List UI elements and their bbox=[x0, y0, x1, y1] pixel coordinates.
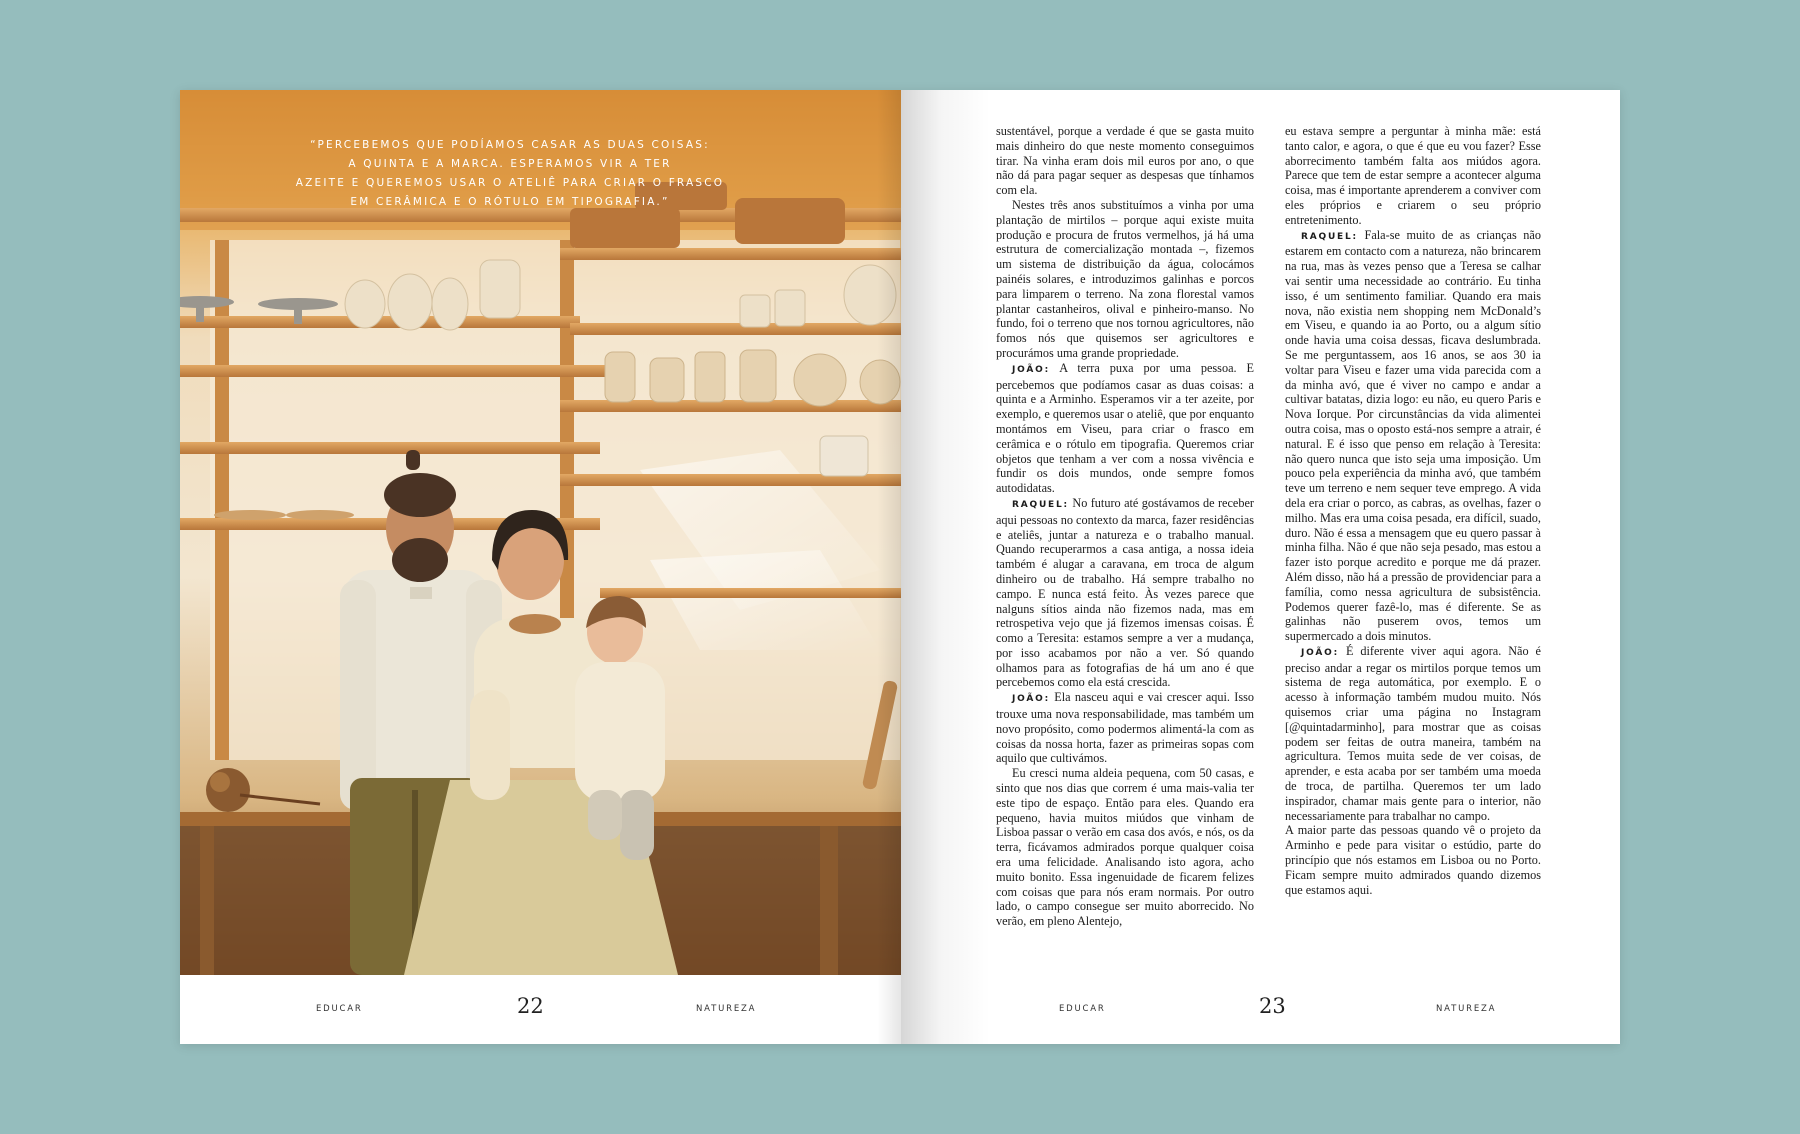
footer-category-label: NATUREZA bbox=[1436, 1004, 1497, 1014]
footer-section-label: EDUCAR bbox=[316, 1004, 363, 1014]
pull-quote: “PERCEBEMOS QUE PODÍAMOS CASAR AS DUAS COISAS: A QUINTA E A MARCA. ESPERAMOS VIR A TER AZEITE E QUEREMOS USAR O ATELIÊ PARA CRIAR O FRASCO EM CERÂMICA E O RÓTULO EM TIPOGRAFIA.” bbox=[295, 139, 725, 208]
speaker-label: JOÃO: bbox=[1012, 694, 1050, 705]
paragraph: sustentável, porque a verdade é que se gasta muito mais dinheiro do que neste momento conseguimos tirar. Na vinha eram dois mil euros por ano, o que não dá para pagar sequer as despesas que tínhamos com ela. bbox=[996, 124, 1254, 198]
pottery-studio-illustration bbox=[180, 90, 901, 975]
paragraph: RAQUEL: Fala-se muito de as crianças não estarem em contacto com a natureza, não brincarem na rua, mas às vezes penso que a Teresa se calhar vai sentir uma necessidade ao contrário. Eu tinha isso, é um sentimento familiar. Quando era mais nova, não existia nem shopping nem McDonald’s em Viseu, e quando ia ao Porto, ou a algum sítio onde havia uma coisa dessas, ficava deslumbrada. Se me perguntassem, aos 16 anos, se aos 30 ia voltar para Viseu e fazer uma vida parecida com a da minha avó, que é viver no campo e andar a cultivar batatas, dizia logo: eu não, eu quero Paris e Nova Iorque. Por circunstâncias da vida alimentei outra coisa, mas o oposto está-nos sempre a atrair, é natural. E é isso que penso em relação à Teresita: não quero nunca que isto seja uma imposição. Um pouco pela experiência da minha avó, que também teve um terreno e nem sequer teve emprego. A vida dela era criar o porco, as cabras, as ovelhas, fazer o milho. Mas era uma coisa pesada, era difícil, suado, duro. Não é essa a mensagem que eu quero passar à minha filha. Não é que não seja pesado, mas estou a fazer isto porque acredito e porque me dá prazer. Além disso, não há a pressão de providenciar para a família, como nessa agricultura de subsistência. Podemos querer fazê-lo, mas é diferente. Se as galinhas não puserem ovos, temos um supermercado a dois minutos. bbox=[1285, 227, 1541, 644]
right-page-gutter-shade bbox=[901, 90, 991, 1044]
paragraph: A maior parte das pessoas quando vê o projeto da Arminho e pede para visitar o estúdio, parte do princípio que nós estamos em Lisboa ou no Porto. Ficam sempre muito admirados quando dizemos que estamos aqui. bbox=[1285, 823, 1541, 897]
speaker-label: RAQUEL: bbox=[1301, 231, 1358, 242]
footer-category-label: NATUREZA bbox=[696, 1004, 757, 1014]
left-page bbox=[180, 90, 901, 1044]
paragraph: JOÃO: É diferente viver aqui agora. Não é preciso andar a regar os mirtilos porque temos um sistema de rega automática, por exemplo. E o acesso à informação também mudou muito. Nós quisemos criar uma página no Instagram [@quintadarminho], para mostrar que as coisas podem ser feitas de outra maneira, também na agricultura. Temos muita sede de ver coisas, de aprender, e esta acaba por ser também uma moeda de troca, de partilha. Queremos ter um lado inspirador, chamar mais gente para o interior, não necessariamente para trabalhar no campo. bbox=[1285, 643, 1541, 823]
page-number: 23 bbox=[1259, 994, 1286, 1018]
page-number: 22 bbox=[517, 994, 544, 1018]
paragraph: Eu cresci numa aldeia pequena, com 50 casas, e sinto que nos dias que correm é uma mais-valia ter este tipo de espaço. Então para eles. Quando era pequeno, havia muitos miúdos que vinham de Lisboa passar o verão em casa dos avós, e nós, os da terra, ficávamos admirados porque qualquer coisa era uma felicidade. Analisando isto agora, acho muito bonito. Essa ingenuidade de ficarem felizes com coisas que para nós eram normais. Por outro lado, o campo consegue ser muito aborrecido. No verão, em pleno Alentejo, bbox=[996, 766, 1254, 929]
text-column-2 bbox=[1285, 124, 1541, 897]
text-column-1 bbox=[996, 124, 1254, 929]
paragraph: eu estava sempre a perguntar à minha mãe: está tanto calor, e agora, o que é que eu vou fazer? Esse aborrecimento também falta aos miúdos agora. Parece que tem de estar sempre a acontecer alguma coisa, mas é importante aprenderem a conviver com eles próprios e criarem o seu próprio entretenimento. bbox=[1285, 124, 1541, 227]
speaker-label: JOÃO: bbox=[1301, 647, 1339, 658]
paragraph: Nestes três anos substituímos a vinha por uma plantação de mirtilos – porque aqui existe muita produção e procura de frutos vermelhos, já há uma estrutura de comercialização montada –, fizemos um sistema de distribuição da água, colocámos painéis solares, e introduzimos galinhas e porcos para limparem o terreno. Na zona florestal vamos plantar castanheiros, olival e pinheiro-manso. No fundo, foi o terreno que nos tornou agricultores, não fomos nós que quisemos ser agricultores e procurámos uma grande propriedade. bbox=[996, 197, 1254, 360]
footer-section-label: EDUCAR bbox=[1059, 1004, 1106, 1014]
paragraph: RAQUEL: No futuro até gostávamos de receber aqui pessoas no contexto da marca, fazer residências e ateliês, juntar a natureza e o trabalho manual. Quando recuperarmos a casa antiga, a nossa ideia também é alugar a caravana, em troca de algum dinheiro ou de trabalho. Há sempre trabalho no campo. E nunca está feito. Às vezes parece que nalguns sítios ainda não fizemos nada, mas em retrospetiva vejo que já fizemos imensas coisas. É como a Teresita: estamos sempre a ver a mudança, por isso acabamos por não a ver. Só quando olhamos para as fotografias de há um ano é que percebemos como ela está crescida. bbox=[996, 495, 1254, 690]
left-page-gutter-shade bbox=[877, 90, 901, 1044]
speaker-label: JOÃO: bbox=[1012, 364, 1050, 375]
paragraph: JOÃO: Ela nasceu aqui e vai crescer aqui. Isso trouxe uma nova responsabilidade, mas também um novo propósito, como podermos alimentá-la com as coisas da nossa horta, fazer as primeiras sopas com aquilo que cultivámos. bbox=[996, 690, 1255, 766]
magazine-spread bbox=[180, 90, 1620, 1044]
family-portrait-photo bbox=[180, 90, 901, 975]
right-page bbox=[901, 90, 1620, 1044]
paragraph: JOÃO: A terra puxa por uma pessoa. E percebemos que podíamos casar as duas coisas: a quinta e a Arminho. Esperamos vir a ter azeite, por exemplo, e queremos usar o ateliê, que por enquanto montámos em Viseu, para criar o frasco em cerâmica e o rótulo em tipografia. Queremos criar objetos que tenham a ver com a nossa vivência e fundir os dois mundos, onde sempre fomos autodidatas. bbox=[996, 360, 1255, 496]
speaker-label: RAQUEL: bbox=[1012, 499, 1069, 510]
